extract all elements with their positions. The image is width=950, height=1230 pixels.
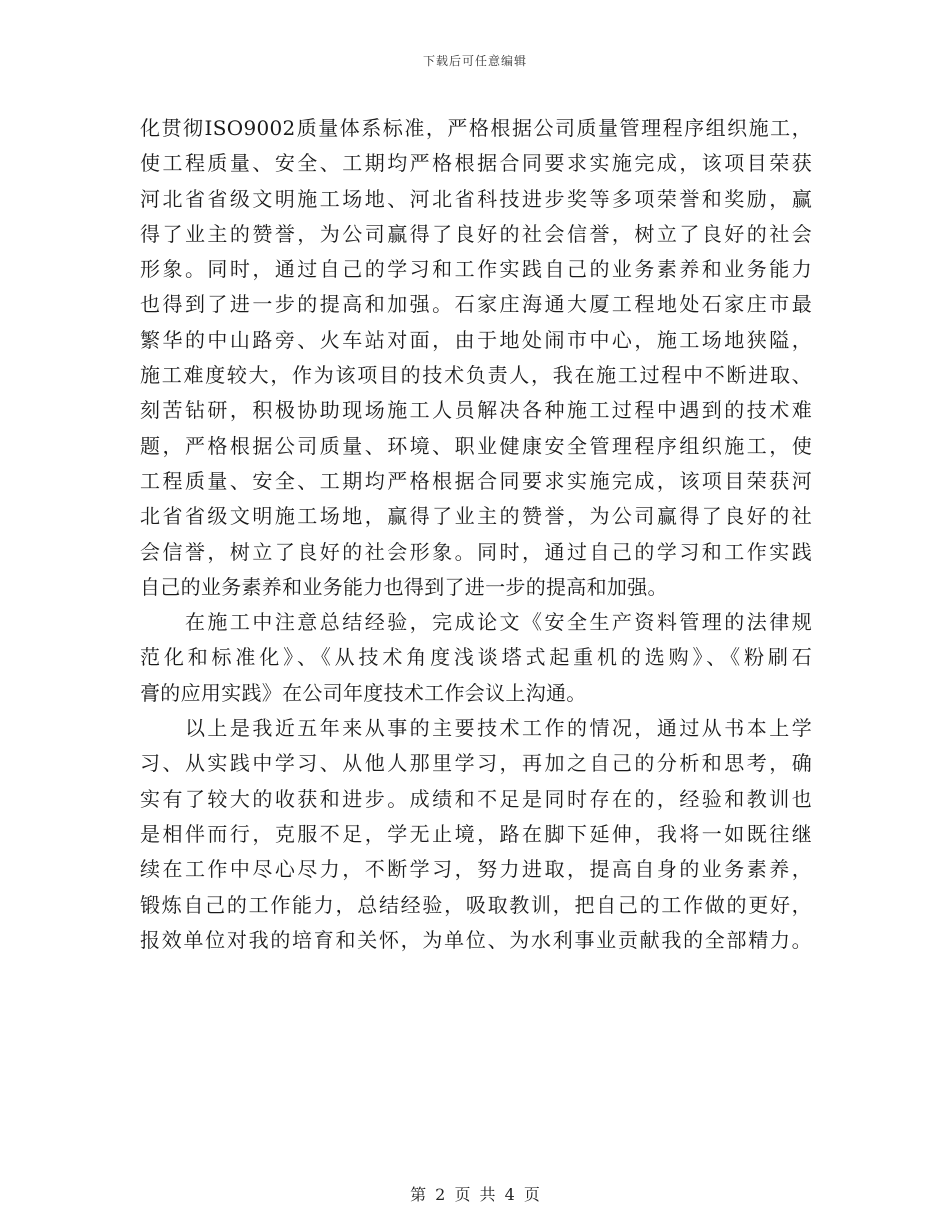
text-line: 工程质量、安全、工期均严格根据合同要求实施完成，该项目荣获河 <box>140 468 812 493</box>
text-line: 锻炼自己的工作能力，总结经验，吸取教训，把自己的工作做的更好， <box>140 892 812 917</box>
page-footer: 第 2 页 共 4 页 <box>410 1185 540 1204</box>
text-line: 以上是我近五年来从事的主要技术工作的情况，通过从书本上学 <box>140 716 812 741</box>
text-line: 续在工作中尽心尽力，不断学习，努力进取，提高自身的业务素养， <box>140 857 812 882</box>
text-line: 会信誉，树立了良好的社会形象。同时，通过自己的学习和工作实践 <box>140 539 812 564</box>
text-line: 河北省省级文明施工场地、河北省科技进步奖等多项荣誉和奖励，赢 <box>140 186 812 211</box>
text-line: 范化和标准化》、《从技术角度浅谈塔式起重机的选购》、《粉刷石 <box>140 645 812 670</box>
paragraph-2 <box>140 605 812 711</box>
text-line: 也得到了进一步的提高和加强。石家庄海通大厦工程地处石家庄市最 <box>140 292 812 317</box>
text-line: 报效单位对我的培育和关怀，为单位、为水利事业贡献我的全部精力。 <box>140 927 812 952</box>
text-line: 题，严格根据公司质量、环境、职业健康安全管理程序组织施工，使 <box>140 433 812 458</box>
page-header: 下载后可任意编辑 <box>422 54 527 68</box>
text-line: 自己的业务素养和业务能力也得到了进一步的提高和加强。 <box>140 574 668 599</box>
text-line: 化贯彻ISO9002质量体系标准，严格根据公司质量管理程序组织施工， <box>140 116 812 140</box>
text-line: 繁华的中山路旁、火车站对面，由于地处闹市中心，施工场地狭隘， <box>140 327 812 352</box>
text-line: 膏的应用实践》在公司年度技术工作会议上沟通。 <box>140 680 587 705</box>
paragraph-3 <box>140 711 812 958</box>
paragraph-1 <box>140 111 812 605</box>
text-line: 在施工中注意总结经验，完成论文《安全生产资料管理的法律规 <box>140 610 812 635</box>
document-body <box>140 111 812 958</box>
text-line: 实有了较大的收获和进步。成绩和不足是同时存在的，经验和教训也 <box>140 786 812 811</box>
text-line: 刻苦钻研，积极协助现场施工人员解决各种施工过程中遇到的技术难 <box>140 398 812 423</box>
text-line: 习、从实践中学习、从他人那里学习，再加之自己的分析和思考，确 <box>140 751 812 776</box>
text-line: 是相伴而行，克服不足，学无止境，路在脚下延伸，我将一如既往继 <box>140 821 812 846</box>
text-line: 得了业主的赞誉，为公司赢得了良好的社会信誉，树立了良好的社会 <box>140 221 812 246</box>
text-line: 使工程质量、安全、工期均严格根据合同要求实施完成，该项目荣获 <box>140 151 812 176</box>
text-line: 施工难度较大，作为该项目的技术负责人，我在施工过程中不断进取、 <box>140 363 812 388</box>
text-line: 北省省级文明施工场地，赢得了业主的赞誉，为公司赢得了良好的社 <box>140 504 812 529</box>
text-line: 形象。同时，通过自己的学习和工作实践自己的业务素养和业务能力 <box>140 257 812 282</box>
